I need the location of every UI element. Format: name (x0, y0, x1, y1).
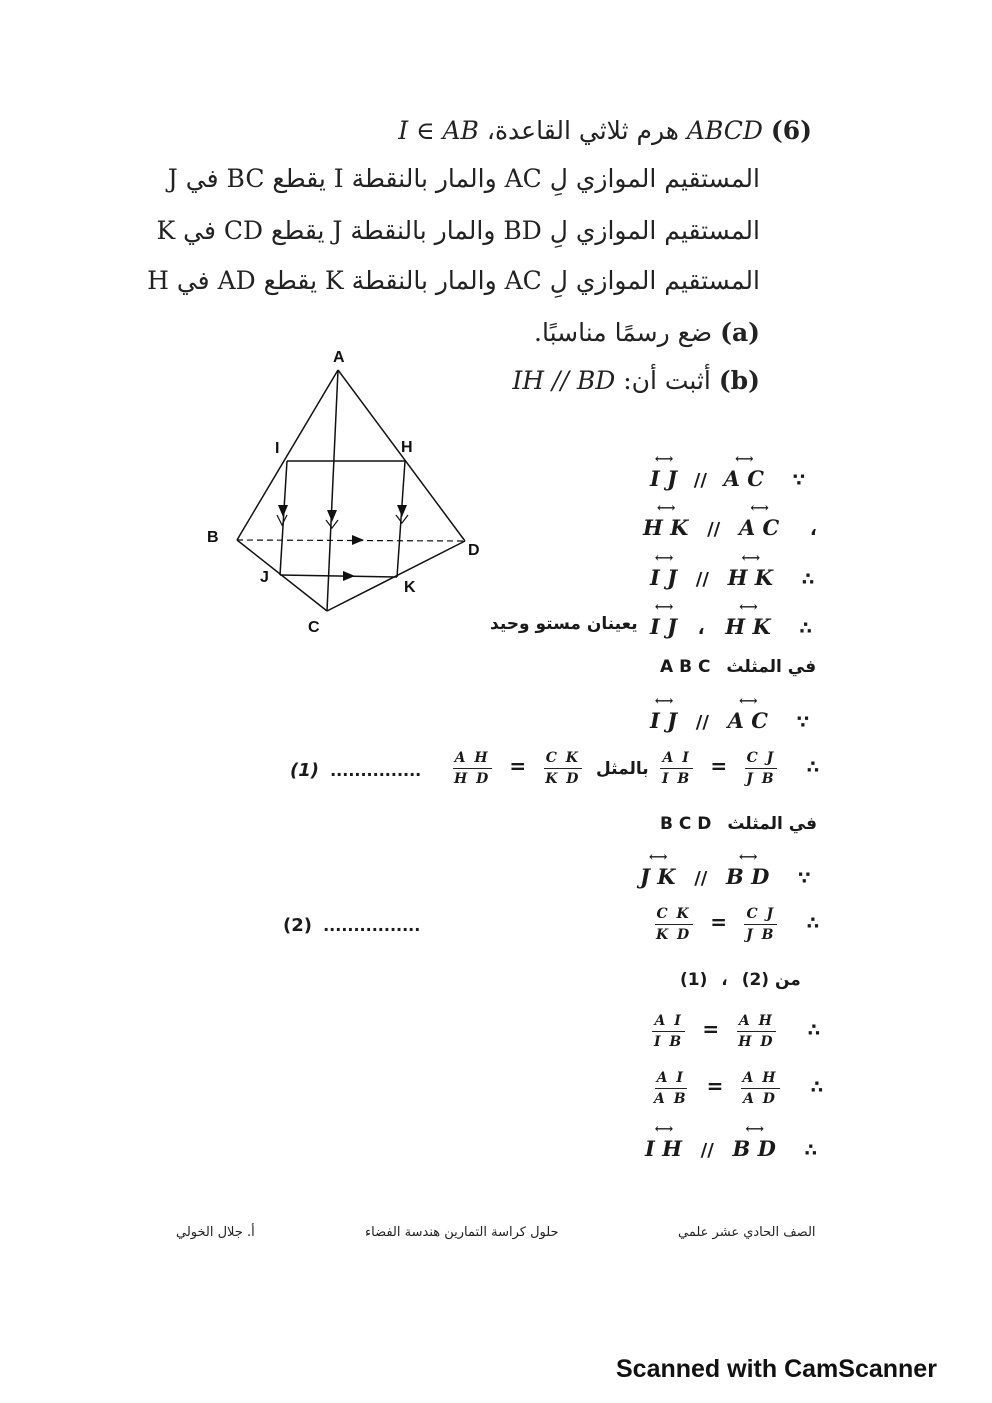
parallel-symbol: // (693, 470, 707, 491)
ref-2: (2) (283, 915, 312, 936)
equals-sign: = (710, 754, 728, 778)
therefore-symbol: ∴ (801, 569, 815, 590)
vector-AC: ⟷ A C (727, 694, 768, 733)
part-a-text: ضع رسمًا مناسبًا. (534, 318, 713, 347)
fraction-AH-HD: $\frac{\text{A H}}{\text{H D}}$ (454, 750, 491, 787)
solution-row-3 (650, 551, 815, 590)
parallel-symbol: // (695, 712, 709, 733)
fraction-CK-KD: $\frac{\text{C K}}{\text{K D}}$ (656, 906, 692, 943)
fraction-AI-AB: $\frac{\text{A I}}{\text{A B}}$ (654, 1070, 688, 1107)
from-ref-1: (1) (680, 970, 708, 990)
arrow-marker-JK (343, 571, 355, 581)
comma-separator: ، (697, 618, 705, 639)
vector-HK: ⟷ H K (643, 501, 689, 540)
therefore-symbol: ∴ (799, 618, 812, 639)
therefore-symbol: ∴ (806, 913, 820, 934)
solution-row-2 (643, 501, 817, 540)
equation-AI-CJ (660, 750, 819, 787)
footer-teacher: أ. جلال الخولي (176, 1225, 255, 1240)
arrow-marker-HK (397, 505, 407, 517)
label-A: A (333, 349, 345, 366)
pyramid-name: ABCD (686, 116, 763, 145)
triangle-abc-name: A B C (660, 657, 711, 677)
label-I: I (275, 440, 280, 457)
equation-2-ref (283, 915, 420, 936)
problem-line-1 (398, 116, 812, 145)
equation-AI-AH (652, 1013, 820, 1050)
arrow-marker-BD (352, 535, 364, 545)
equals-sign: = (710, 910, 728, 934)
solution-row-1 (650, 452, 806, 491)
vector-IJ: ⟷ I J (650, 452, 678, 491)
problem-line-2: المستقيم الموازي لِ AC والمار بالنقطة I يقطع BC في J (167, 164, 760, 193)
unique-plane-text: يعينان مستو وحيد (490, 614, 638, 634)
solution-row-4 (650, 600, 812, 639)
problem-line-3: المستقيم الموازي لِ BD والمار بالنقطة J يقطع CD في K (156, 216, 760, 245)
fraction-CK-KD: $\frac{\text{C K}}{\text{K D}}$ (545, 750, 581, 787)
vector-IJ: ⟷ I J (650, 694, 678, 733)
vector-HK: ⟷ H K (725, 600, 771, 639)
equation-AI-AB (652, 1070, 823, 1107)
segment-JK (280, 575, 397, 577)
from-1-2 (680, 970, 801, 990)
solution-row-5 (650, 694, 810, 733)
from-label: من (774, 970, 801, 990)
label-B: B (207, 529, 219, 546)
triangle-bcd-name: B C D (660, 814, 712, 834)
therefore-symbol: ∴ (810, 1077, 824, 1098)
from-ref-2: (2) (741, 970, 770, 990)
fraction-AI-IB: $\frac{\text{A I}}{\text{I B}}$ (662, 750, 692, 787)
vector-BD: ⟷ B D (732, 1122, 776, 1161)
similarly-label: بالمثل (596, 759, 649, 779)
label-J: J (260, 569, 269, 586)
equals-sign: = (702, 1017, 720, 1041)
part-a (534, 318, 760, 347)
problem-line-4: المستقيم الموازي لِ AC والمار بالنقطة K يقطع AD في H (147, 266, 760, 295)
parallel-symbol: // (707, 519, 721, 540)
dots-2: ................ (323, 916, 421, 935)
vector-IH: ⟷ I H (645, 1122, 682, 1161)
label-C: C (308, 619, 320, 636)
parallel-symbol: // (695, 569, 709, 590)
therefore-symbol: ∴ (804, 1140, 818, 1161)
vector-IJ: ⟷ I J (650, 551, 678, 590)
part-b-statement: IH // BD (512, 366, 616, 395)
equation-1-ref (290, 760, 421, 781)
problem-line-1-condition: I ∈ AB (398, 116, 479, 145)
therefore-symbol: ∴ (806, 757, 820, 778)
since-symbol: ∵ (792, 470, 806, 491)
since-symbol: ∵ (798, 868, 811, 889)
equation-AH-CK (452, 750, 582, 787)
camscanner-watermark: Scanned with CamScanner (616, 1355, 937, 1383)
vector-AC: ⟷ A C (723, 452, 764, 491)
vector-JK: ⟷ J K (640, 850, 676, 889)
segment-HK (397, 461, 405, 577)
footer-book: حلول كراسة التمارين هندسة الفضاء (365, 1225, 559, 1240)
vector-BD: ⟷ B D (726, 850, 770, 889)
part-b-label: (b) (718, 366, 760, 395)
problem-line-1-text: هرم ثلاثي القاعدة، (486, 116, 679, 145)
pyramid-diagram (195, 340, 495, 640)
vector-AC: ⟷ A C (738, 501, 780, 540)
label-K: K (404, 579, 416, 596)
comma-separator: ، (809, 519, 817, 540)
therefore-symbol: ∴ (807, 1020, 821, 1041)
edge-AB (237, 370, 338, 540)
footer-grade: الصف الحادي عشر علمي (678, 1225, 816, 1240)
since-symbol: ∵ (796, 712, 810, 733)
ref-1: (1) (290, 760, 319, 781)
solution-row-11 (645, 1122, 818, 1161)
part-b (512, 366, 760, 395)
fraction-CJ-JB: $\frac{\text{C J}}{\text{J B}}$ (746, 906, 776, 943)
triangle-abc-heading (660, 657, 816, 677)
label-H: H (401, 439, 413, 456)
part-b-text: أثبت أن: (623, 366, 711, 395)
comma-separator: ، (721, 970, 728, 990)
parallel-symbol: // (700, 1140, 714, 1161)
in-triangle-label: في المثلث (727, 814, 818, 834)
triangle-bcd-heading (660, 814, 817, 834)
part-a-label: (a) (720, 318, 760, 347)
vector-IJ: ⟷ I J (650, 600, 678, 639)
edge-AC (327, 370, 338, 611)
in-triangle-label: في المثلث (726, 657, 817, 677)
fraction-AH-HD: $\frac{\text{A H}}{\text{H D}}$ (738, 1013, 775, 1050)
parallel-symbol: // (694, 868, 708, 889)
edge-BD-hidden (237, 540, 465, 541)
vector-HK: ⟷ H K (727, 551, 774, 590)
equals-sign: = (509, 754, 527, 778)
arrow-marker-IJ-2 (277, 515, 287, 525)
fraction-AH-AD: $\frac{\text{A H}}{\text{A D}}$ (742, 1070, 778, 1107)
equals-sign: = (706, 1074, 724, 1098)
dots-1: ............... (330, 761, 422, 780)
equation-CK-CJ (654, 906, 819, 943)
solution-row-7 (640, 850, 811, 889)
label-D: D (468, 542, 480, 559)
fraction-CJ-JB: $\frac{\text{C J}}{\text{J B}}$ (746, 750, 776, 787)
fraction-AI-IB: $\frac{\text{A I}}{\text{I B}}$ (654, 1013, 684, 1050)
arrow-marker-AC (327, 510, 337, 522)
problem-number: (6) (770, 116, 812, 145)
